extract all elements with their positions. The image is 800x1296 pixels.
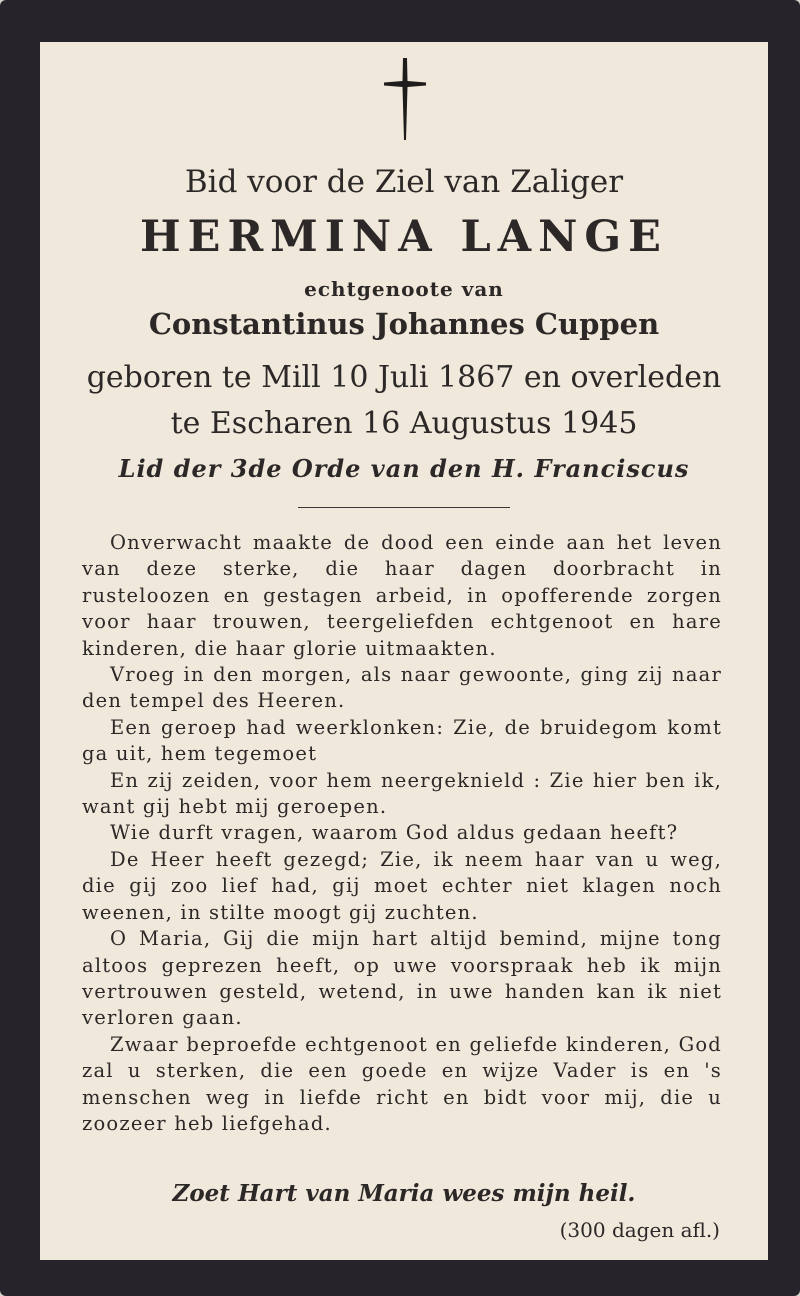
paragraph: En zij zeiden, voor hem neergeknield : Zie hier ben ik, want gij hebt mij geroepen. [82, 768, 722, 819]
paragraph: Onverwacht maakte de dood een einde aan het leven van deze sterke, die haar dagen doorbracht in rusteloozen en gestagen arbeid, in opofferende zorgen voor haar trouwen, teergeliefden echtgenoot en hare kinderen, die haar glorie uitmaakten. [82, 531, 722, 660]
cross-icon [382, 56, 428, 142]
death-line: te Escharen 16 Augustus 1945 [170, 406, 638, 441]
birth-line: geboren te Mill 10 Juli 1867 en overleden [86, 360, 722, 395]
card-paper [40, 42, 768, 1260]
closing-prayer: Zoet Hart van Maria wees mijn heil. [172, 1180, 636, 1207]
memorial-text [82, 530, 722, 1137]
spouse-label: echtgenoote van [304, 277, 504, 301]
indulgence-note: (300 dagen afl.) [559, 1218, 720, 1242]
paragraph: Vroeg in den morgen, als naar gewoonte, ging zij naar den tempel des Heeren. [82, 663, 722, 713]
paragraph: Zwaar beproefde echtgenoot en geliefde kinderen, God zal u sterken, die een goede en wijze Vader is en 's menschen weg in liefde richt en bidt voor mij, die u zoozeer heb liefgehad. [82, 1032, 722, 1135]
paragraph: De Heer heeft gezegd; Zie, ik neem haar van u weg, die gij zoo lief had, gij moet echter niet klagen noch weenen, in stilte moogt gij zuchten. [82, 847, 722, 924]
paragraph: O Maria, Gij die mijn hart altijd bemind, mijne tong altoos geprezen heeft, op uwe voorspraak heb ik mijn vertrouwen gesteld, wetend, in uwe handen kan ik niet verloren gaan. [82, 927, 722, 1030]
paragraph: Wie durft vragen, waarom God aldus gedaan heeft? [110, 821, 679, 845]
prayer-line: Bid voor de Ziel van Zaliger [184, 164, 624, 200]
paragraph: Een geroep had weerklonken: Zie, de bruidegom komt ga uit, hem tegemoet [82, 715, 722, 766]
divider [298, 507, 510, 508]
spouse-name: Constantinus Johannes Cuppen [148, 307, 660, 341]
order-line: Lid der 3de Orde van den H. Franciscus [118, 454, 690, 483]
deceased-name: HERMINA LANGE [140, 212, 668, 262]
